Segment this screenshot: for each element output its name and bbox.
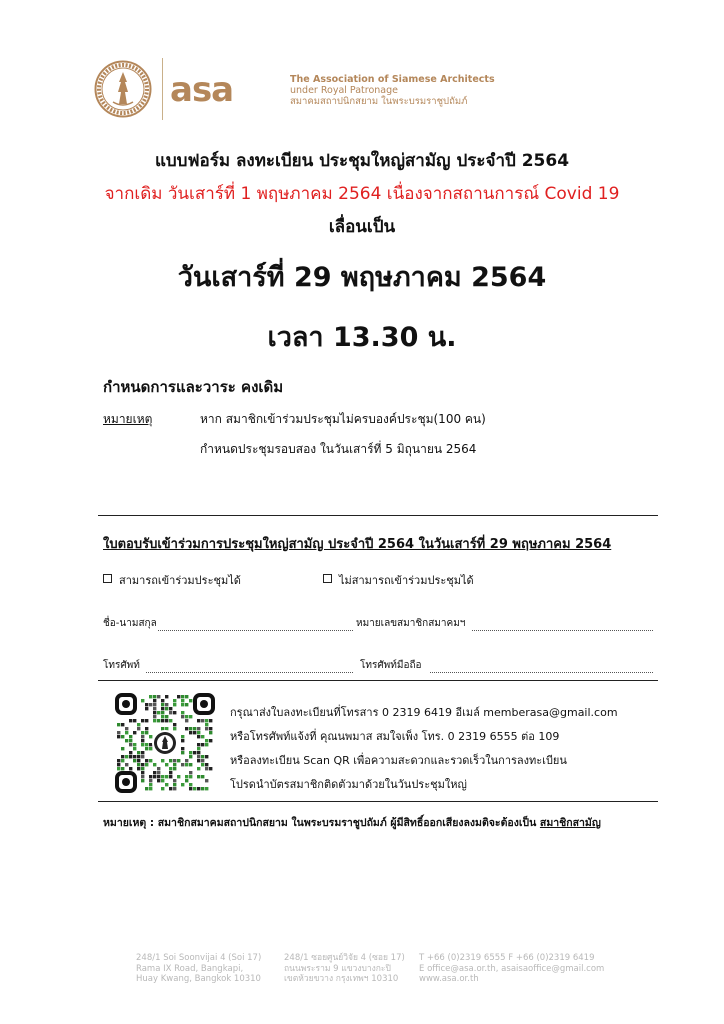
reply-slip-heading: ใบตอบรับเข้าร่วมการประชุมใหญ่สามัญ ประจำปี 2564 ในวันเสาร์ที่ 29 พฤษภาคม 2564 (103, 537, 612, 552)
asa-wordmark: asa (170, 70, 234, 110)
divider (98, 801, 658, 802)
org-name-en: The Association of Siamese Architects (290, 74, 495, 85)
org-patronage-en: under Royal Patronage (290, 85, 399, 96)
address-th-line: เขตห้วยขวาง กรุงเทพฯ 10310 (284, 974, 399, 984)
member-no-field[interactable] (472, 620, 653, 631)
voting-rights-note (103, 814, 601, 831)
phone-fax: T +66 (0)2319 6555 F +66 (0)2319 6419 (419, 953, 595, 963)
address-contact (419, 953, 604, 985)
meeting-time: เวลา 13.30 น. (267, 322, 457, 353)
not-attend-checkbox[interactable] (323, 574, 332, 583)
agenda-note: กำหนดการและวาระ คงเดิม (103, 378, 284, 396)
phone-field-label: โทรศัพท์ (103, 660, 140, 671)
name-field[interactable] (158, 620, 353, 631)
note-label: หมายเหตุ (103, 412, 153, 426)
registration-qr-code[interactable] (113, 691, 217, 795)
postponement-notice: จากเดิม วันเสาร์ที่ 1 พฤษภาคม 2564 เนื่องจากสถานการณ์ Covid 19 (104, 184, 620, 204)
contact-scan-qr: หรือลงทะเบียน Scan QR เพื่อความสะดวกและรวดเร็วในการลงทะเบียน (230, 754, 567, 767)
form-title: แบบฟอร์ม ลงทะเบียน ประชุมใหญ่สามัญ ประจำปี 2564 (154, 151, 570, 171)
name-field-label: ชื่อ-นามสกุล (103, 618, 157, 629)
contact-fax-email: กรุณาส่งใบลงทะเบียนที่โทรสาร 0 2319 6419 อีเมล์ memberasa@gmail.com (230, 706, 618, 719)
contact-phone: หรือโทรศัพท์แจ้งที่ คุณนพมาส สมใจเพ็ง โทร. 0 2319 6555 ต่อ 109 (230, 730, 560, 743)
note-quorum: หาก สมาชิกเข้าร่วมประชุมไม่ครบองค์ประชุม(100 คน) (200, 412, 486, 426)
postponed-to-label: เลื่อนเป็น (328, 217, 396, 237)
contact-member-card: โปรดนำบัตรสมาชิกติดตัวมาด้วยในวันประชุมใหญ่ (230, 778, 467, 791)
divider (98, 515, 658, 516)
mobile-field[interactable] (430, 662, 653, 673)
attend-label: สามารถเข้าร่วมประชุมได้ (119, 574, 241, 587)
mobile-field-label: โทรศัพท์มือถือ (360, 660, 422, 671)
address-en-line: Rama IX Road, Bangkapi, (136, 963, 244, 974)
voting-rights-text: หมายเหตุ : สมาชิกสมาคมสถาปนิกสยาม ในพระบรมราชูปถัมภ์ ผู้มีสิทธิ์ออกเสียงลงมติจะต้องเป็น (103, 817, 540, 829)
address-th (284, 953, 405, 985)
org-name-th: สมาคมสถาปนิกสยาม ในพระบรมราชูปถัมภ์ (290, 96, 468, 107)
asa-seal-logo (94, 60, 152, 118)
member-no-label: หมายเลขสมาชิกสมาคมฯ (356, 618, 466, 629)
ordinary-member-emphasis: สมาชิกสามัญ (539, 817, 601, 829)
organization-name (290, 74, 495, 107)
address-en-line: Huay Kwang, Bangkok 10310 (136, 974, 261, 984)
address-th-line: ถนนพระราม 9 แขวงบางกะปิ (284, 963, 391, 974)
address-en (136, 953, 261, 985)
note-second-round: กำหนดประชุมรอบสอง ในวันเสาร์ที่ 5 มิถุนายน 2564 (200, 442, 477, 456)
not-attend-label: ไม่สามารถเข้าร่วมประชุมได้ (339, 574, 474, 587)
website: www.asa.or.th (419, 974, 479, 984)
attend-checkbox[interactable] (103, 574, 112, 583)
header-divider (162, 58, 163, 120)
divider (98, 680, 658, 681)
phone-field[interactable] (146, 662, 353, 673)
email-address: E office@asa.or.th, asaisaoffice@gmail.com (419, 963, 605, 974)
address-en-line: 248/1 Soi Soonvijai 4 (Soi 17) (136, 953, 262, 963)
new-date: วันเสาร์ที่ 29 พฤษภาคม 2564 (177, 262, 547, 293)
address-th-line: 248/1 ซอยศูนย์วิจัย 4 (ซอย 17) (284, 953, 405, 963)
